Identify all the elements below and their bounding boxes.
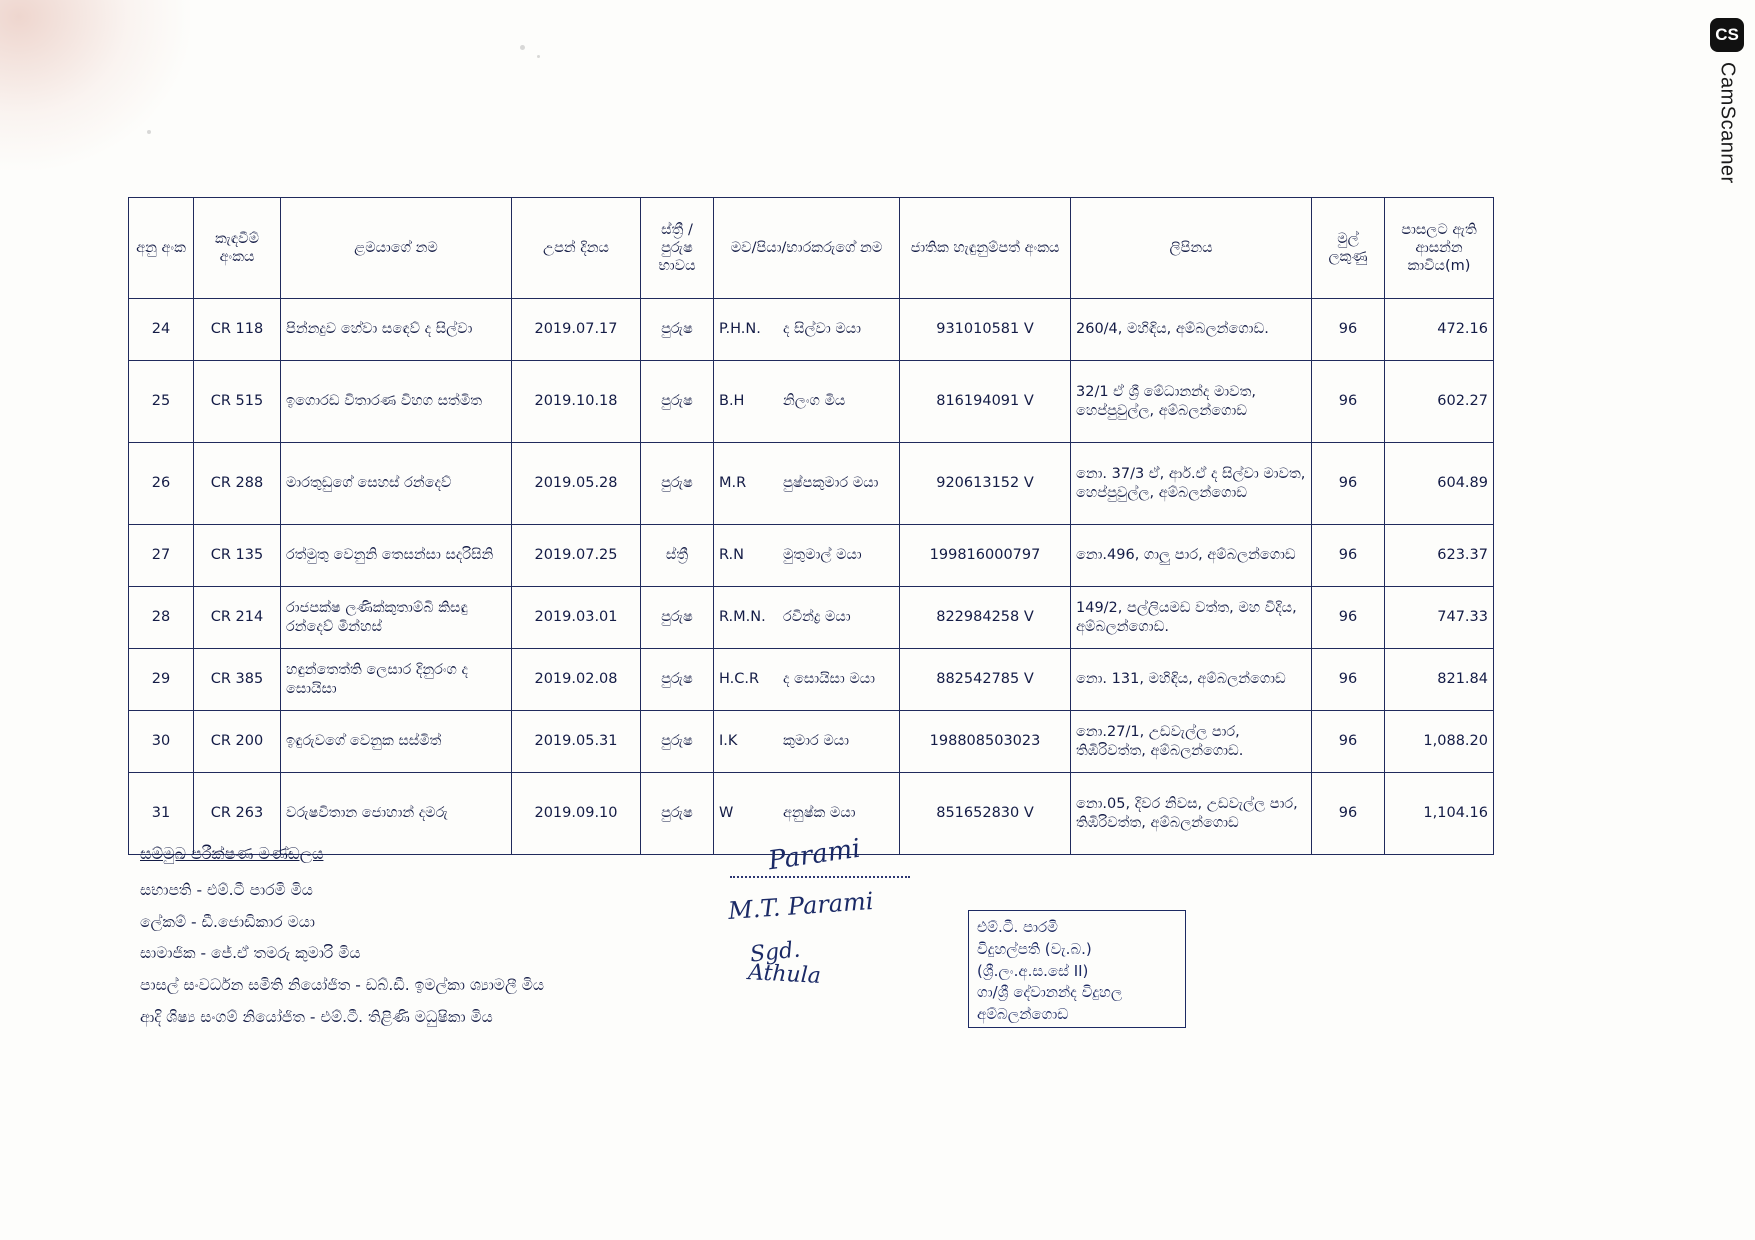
cell-marks: 96 [1312, 587, 1385, 649]
signature-chairperson: Parami [766, 833, 863, 877]
cell-no: 30 [129, 711, 194, 773]
table-body [129, 299, 1494, 855]
stamp-line-name: එම්.ටී. පාරමි [977, 918, 1058, 936]
signature-area [720, 833, 980, 1020]
cell-admission: CR 200 [194, 711, 281, 773]
cell-sex: පුරුෂ [641, 587, 714, 649]
dust-speck [147, 130, 151, 134]
cell-admission: CR 214 [194, 587, 281, 649]
table-row [129, 361, 1494, 443]
col-header-admission: කැඳවීම් අංකය [194, 198, 281, 299]
page-smudge [0, 0, 190, 170]
cell-child-name: රත්මුතු වෙනුනි තෙසන්සා සදරිසිනි [281, 525, 512, 587]
cell-dob: 2019.05.28 [512, 443, 641, 525]
table-row [129, 443, 1494, 525]
cell-guardian-name: අනුෂ්ක මයා [783, 805, 856, 822]
cell-guardian-initials: R.M.N. [719, 609, 766, 626]
cell-guardian-initials: W [719, 805, 734, 822]
student-register-table-container [128, 197, 1488, 855]
cell-guardian [714, 361, 900, 443]
cell-address: නො.05, දිවර නිවස, උඩවැල්ල පාර, තිඹිරිවත්ත, අම්බලන්ගොඩ [1071, 773, 1312, 855]
col-header-nic: ජාතික හැඳුනුම්පත් අංකය [900, 198, 1071, 299]
cell-guardian-initials: H.C.R [719, 671, 760, 688]
cell-sex: පුරුෂ [641, 361, 714, 443]
table-header [129, 198, 1494, 299]
camscanner-watermark [1705, 18, 1749, 228]
cell-distance: 472.16 [1385, 299, 1494, 361]
signature-rep: Athula [747, 960, 822, 989]
table-row [129, 587, 1494, 649]
cell-nic: 882542785 V [900, 649, 1071, 711]
cell-guardian [714, 525, 900, 587]
cell-guardian-initials: B.H [719, 393, 745, 410]
cell-admission: CR 515 [194, 361, 281, 443]
stamp-line-title: විදුහල්පති (වැ.බ.) [977, 939, 1092, 958]
cell-admission: CR 135 [194, 525, 281, 587]
col-header-child-name: ළමයාගේ නම [281, 198, 512, 299]
cell-address: 260/4, මහිඳිය, අම්බලන්ගොඩ. [1071, 299, 1312, 361]
col-header-no: අනු අංක [129, 198, 194, 299]
dust-speck [520, 45, 525, 50]
cell-admission: CR 385 [194, 649, 281, 711]
table-row [129, 299, 1494, 361]
interview-board-block [140, 838, 544, 1034]
cell-child-name: ඉඳුරුවගේ වෙනුක සස්මිත් [281, 711, 512, 773]
board-member-chairperson: සභාපති - එම්.ටී පාරමි මිය [140, 880, 313, 899]
cell-dob: 2019.10.18 [512, 361, 641, 443]
cell-no: 26 [129, 443, 194, 525]
col-header-dob: උපන් දිනය [512, 198, 641, 299]
cell-nic: 920613152 V [900, 443, 1071, 525]
board-member-sdc-rep: පාසල් සංවර්ධන සමිති නියෝජිත - ඩබ්.ඩී. ඉමල්කා ශ්‍යාමලී මිය [140, 976, 544, 995]
cell-dob: 2019.09.10 [512, 773, 641, 855]
cell-dob: 2019.07.25 [512, 525, 641, 587]
cell-marks: 96 [1312, 525, 1385, 587]
cell-marks: 96 [1312, 773, 1385, 855]
stamp-line-service: (ශ්‍රී.ලං.අ.ස.සේ II) [977, 961, 1089, 980]
cell-child-name: හඳුන්තෙත්ති ලෙසාර දිනුරංග ද සොයිසා [281, 649, 512, 711]
cell-guardian-name: කුමාර මයා [783, 733, 849, 750]
cell-guardian-initials: R.N [719, 547, 745, 564]
cell-child-name: පින්නදුව හේවා සඳෙව් ද සිල්වා [281, 299, 512, 361]
principal-stamp [968, 910, 1186, 1028]
cell-sex: පුරුෂ [641, 711, 714, 773]
cell-sex: පුරුෂ [641, 773, 714, 855]
cell-address: නො.27/1, උඩවැල්ල පාර, තිඹිරිවත්ත, අම්බලන්ගොඩ. [1071, 711, 1312, 773]
col-header-guardian: මව/පියා/භාරකරුගේ නම [714, 198, 900, 299]
cell-marks: 96 [1312, 361, 1385, 443]
cell-distance: 1,104.16 [1385, 773, 1494, 855]
cell-dob: 2019.02.08 [512, 649, 641, 711]
camscanner-label: CamScanner [1716, 62, 1739, 184]
cell-no: 24 [129, 299, 194, 361]
cell-marks: 96 [1312, 443, 1385, 525]
cell-distance: 602.27 [1385, 361, 1494, 443]
cell-address: නො. 131, මහිඳිය, අම්බලන්ගොඩ [1071, 649, 1312, 711]
cell-child-name: වරුෂවිතාන ජොහාන් දමරු [281, 773, 512, 855]
cell-guardian-name: පුෂ්පකුමාර මයා [783, 475, 879, 492]
cell-guardian-initials: I.K [719, 733, 738, 750]
stamp-line-town: අම්බලන්ගොඩ [977, 1005, 1069, 1023]
col-header-distance: පාසලට ඇති ආසන්න කාවිය(m) [1385, 198, 1494, 299]
cell-dob: 2019.05.31 [512, 711, 641, 773]
cell-guardian [714, 299, 900, 361]
cell-no: 25 [129, 361, 194, 443]
cell-guardian-name: රවීන්ද්‍ර මයා [783, 609, 851, 626]
cell-guardian-initials: P.H.N. [719, 321, 761, 338]
interview-board-title: සම්මුඛ පරීක්ෂණ මණ්ඩලය [140, 844, 324, 863]
cell-no: 31 [129, 773, 194, 855]
cell-distance: 1,088.20 [1385, 711, 1494, 773]
cell-child-name: රාජපක්ෂ ලණික්කුතාම්බි කිසඳු රන්දෙව් මින්හස් [281, 587, 512, 649]
cell-child-name: ඉගොරඩ විතාරණ විහග සත්මිත [281, 361, 512, 443]
cell-nic: 198808503023 [900, 711, 1071, 773]
table-row [129, 649, 1494, 711]
cell-guardian [714, 649, 900, 711]
cell-distance: 747.33 [1385, 587, 1494, 649]
cell-sex: පුරුෂ [641, 299, 714, 361]
cell-guardian [714, 711, 900, 773]
cell-admission: CR 288 [194, 443, 281, 525]
cell-guardian [714, 587, 900, 649]
cell-nic: 199816000797 [900, 525, 1071, 587]
cell-guardian-name: මුතුමාල් මයා [783, 547, 862, 564]
cell-distance: 623.37 [1385, 525, 1494, 587]
signature-line [730, 876, 910, 878]
cell-nic: 822984258 V [900, 587, 1071, 649]
cell-nic: 816194091 V [900, 361, 1071, 443]
stamp-line-school: ගා/ශ්‍රී දේවානන්ද විදුහල [977, 983, 1123, 1002]
table-header-row [129, 198, 1494, 299]
cell-address: 32/1 ඒ ශ්‍රී මේධානන්ද මාවත, හෙප්පුවුල්ල, අම්බලන්ගොඩ [1071, 361, 1312, 443]
cell-marks: 96 [1312, 711, 1385, 773]
cell-no: 29 [129, 649, 194, 711]
cell-sex: පුරුෂ [641, 443, 714, 525]
cell-dob: 2019.07.17 [512, 299, 641, 361]
cell-no: 28 [129, 587, 194, 649]
col-header-address: ලිපිනය [1071, 198, 1312, 299]
cell-no: 27 [129, 525, 194, 587]
student-register-table [128, 197, 1494, 855]
cell-guardian-name: නිලංග මිය [783, 393, 846, 410]
cell-admission: CR 118 [194, 299, 281, 361]
cell-address: නො.496, ගාලු පාර, අම්බලන්ගොඩ [1071, 525, 1312, 587]
dust-speck [537, 55, 540, 58]
cell-guardian-name: ද සොයිසා මයා [783, 671, 875, 688]
cell-guardian [714, 443, 900, 525]
cell-guardian-name: ද සිල්වා මයා [783, 321, 861, 338]
cell-admission: CR 263 [194, 773, 281, 855]
board-member-secretary: ලේකම් - ඩී.ජොඩිකාර මයා [140, 912, 315, 931]
col-header-sex: ස්ත්‍රී / පුරුෂ භාවය [641, 198, 714, 299]
cell-distance: 821.84 [1385, 649, 1494, 711]
cell-marks: 96 [1312, 649, 1385, 711]
cell-guardian-initials: M.R [719, 475, 747, 492]
table-row [129, 525, 1494, 587]
cell-distance: 604.89 [1385, 443, 1494, 525]
cell-sex: ස්ත්‍රී [641, 525, 714, 587]
signature-member: Sgd. [748, 937, 802, 968]
table-row [129, 711, 1494, 773]
cell-sex: පුරුෂ [641, 649, 714, 711]
camscanner-badge-icon: CS [1710, 18, 1744, 52]
cell-nic: 851652830 V [900, 773, 1071, 855]
cell-nic: 931010581 V [900, 299, 1071, 361]
cell-address: නො. 37/3 ඒ, ආර්.ඒ ද සිල්වා මාවත, හෙප්පුවුල්ල, අම්බලන්ගොඩ [1071, 443, 1312, 525]
board-member-member: සාමාජික - ජේ.ඒ තමරු කුමාරි මිය [140, 944, 361, 963]
signature-secretary: M.T. Parami [727, 886, 875, 926]
cell-dob: 2019.03.01 [512, 587, 641, 649]
cell-child-name: මාරතුඩුගේ සෙහස් රන්දෙව් [281, 443, 512, 525]
cell-marks: 96 [1312, 299, 1385, 361]
col-header-marks: මුල් ලකුණු [1312, 198, 1385, 299]
board-member-alumni-rep: ආදි ශිෂ්‍ය සංගම් නියෝජිත - එම්.ටී. තිළිණි මධුෂිකා මිය [140, 1007, 493, 1026]
cell-address: 149/2, පල්ලියමඩ වත්ත, මහ විදිය, අම්බලන්ගොඩ. [1071, 587, 1312, 649]
